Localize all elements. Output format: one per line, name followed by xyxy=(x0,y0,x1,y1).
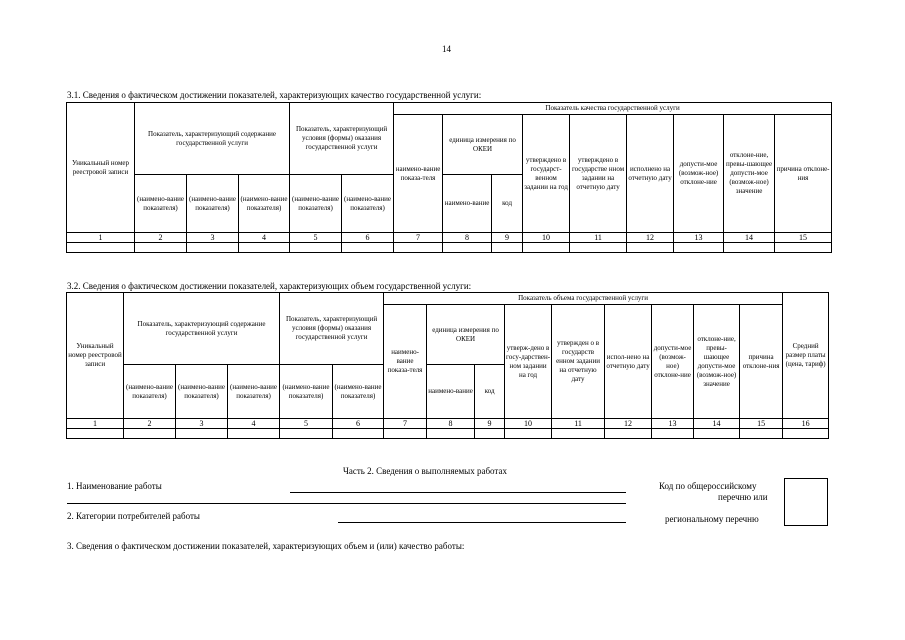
header-done: исполнено на отчетную дату xyxy=(627,115,674,233)
header-content-indicator: Показатель, характеризующий содержание государственной услуги xyxy=(124,293,280,365)
header-approved-date: утверждено в государстве нном задании на отчетную дату xyxy=(570,115,627,233)
data-cell[interactable] xyxy=(333,429,384,439)
data-cell[interactable] xyxy=(570,243,627,253)
header-indicator-name: наимено-вание показа-теля xyxy=(394,115,443,233)
header-indicator-name-4: (наимено-вание показателя) xyxy=(290,175,342,233)
header-indicator-name-5: (наимено-вание показателя) xyxy=(342,175,394,233)
column-number: 8 xyxy=(427,419,475,429)
section-3-title: 3. Сведения о фактическом достижении показателей, характеризующих объем и (или) качество работы: xyxy=(67,541,465,551)
header-unique-number: Уникальный номер реестровой записи xyxy=(67,103,135,233)
header-deviation-reason: причина отклоне-ния xyxy=(775,115,832,233)
section-3-2-title: 3.2. Сведения о фактическом достижении показателей, характеризующих объем государственной услуги: xyxy=(67,281,472,291)
column-number: 1 xyxy=(67,419,124,429)
column-number: 2 xyxy=(135,233,187,243)
column-number: 12 xyxy=(627,233,674,243)
quality-table xyxy=(66,102,832,253)
column-number: 5 xyxy=(290,233,342,243)
data-cell[interactable] xyxy=(239,243,290,253)
header-indicator-name-1: (наимено-вание показателя) xyxy=(135,175,187,233)
column-number: 10 xyxy=(523,233,570,243)
header-approved-year: утверж-дено в госу-дарствен-ном задании на год xyxy=(505,305,552,419)
header-quality-indicator: Показатель качества государственной услуги xyxy=(394,103,832,115)
column-number: 3 xyxy=(176,419,228,429)
header-conditions-indicator: Показатель, характеризующий условия (формы) оказания государственной услуги xyxy=(290,103,394,175)
page-number: 14 xyxy=(442,44,451,54)
data-cell[interactable] xyxy=(443,243,492,253)
header-indicator-name-4: (наимено-вание показателя) xyxy=(280,365,333,419)
header-average-price: Средний размер платы (цена, тариф) xyxy=(783,293,829,419)
data-cell[interactable] xyxy=(187,243,239,253)
data-cell[interactable] xyxy=(384,429,427,439)
data-cell[interactable] xyxy=(505,429,552,439)
header-indicator-name-1: (наимено-вание показателя) xyxy=(124,365,176,419)
header-conditions-indicator: Показатель, характеризующий условия (формы) оказания государственной услуги xyxy=(280,293,384,365)
column-number: 7 xyxy=(384,419,427,429)
data-cell[interactable] xyxy=(394,243,443,253)
column-number: 4 xyxy=(228,419,280,429)
header-volume-indicator: Показатель объема государственной услуги xyxy=(384,293,783,305)
data-cell[interactable] xyxy=(694,429,740,439)
column-number: 15 xyxy=(740,419,783,429)
header-unit-code: код xyxy=(475,365,505,419)
header-exceeding-deviation: отклоне-ние, превы-шающее допусти-мое (возмож-ное) значение xyxy=(694,305,740,419)
column-number: 16 xyxy=(783,419,829,429)
data-cell[interactable] xyxy=(523,243,570,253)
header-unit-name: наимено-вание xyxy=(427,365,475,419)
header-indicator-name-2: (наимено-вание показателя) xyxy=(187,175,239,233)
header-done: испол-нено на отчетную дату xyxy=(605,305,652,419)
header-exceeding-deviation: отклоне-ние, превы-шающее допусти-мое (возмож-ное) значение xyxy=(724,115,775,233)
data-cell[interactable] xyxy=(775,243,832,253)
header-approved-year: утверждено в государст-венном задании на год xyxy=(523,115,570,233)
data-cell[interactable] xyxy=(427,429,475,439)
header-indicator-name-3: (наимено-вание показателя) xyxy=(228,365,280,419)
code-label-line3: региональному перечню xyxy=(665,514,759,524)
column-number: 11 xyxy=(570,233,627,243)
header-unit-name: наимено-вание xyxy=(443,175,492,233)
column-number: 9 xyxy=(475,419,505,429)
data-cell[interactable] xyxy=(290,243,342,253)
work-name-input-line-2[interactable] xyxy=(67,503,626,504)
data-cell[interactable] xyxy=(67,429,124,439)
work-name-label: 1. Наименование работы xyxy=(67,481,162,491)
column-number: 14 xyxy=(724,233,775,243)
code-label-line1: Код по общероссийскому xyxy=(659,481,757,491)
data-cell[interactable] xyxy=(135,243,187,253)
header-unit-code: код xyxy=(492,175,523,233)
data-cell[interactable] xyxy=(124,429,176,439)
work-name-input-line[interactable] xyxy=(290,492,626,493)
column-number: 9 xyxy=(492,233,523,243)
code-box[interactable] xyxy=(784,478,828,526)
column-number: 1 xyxy=(67,233,135,243)
column-number: 6 xyxy=(342,233,394,243)
column-number: 7 xyxy=(394,233,443,243)
data-cell[interactable] xyxy=(280,429,333,439)
header-allowed-deviation: допусти-мое (возмож-ное) отклоне-ние xyxy=(674,115,724,233)
column-number: 13 xyxy=(674,233,724,243)
header-unit-okei: единица измерения по ОКЕИ xyxy=(443,115,523,175)
data-cell[interactable] xyxy=(552,429,605,439)
volume-table xyxy=(66,292,829,439)
header-approved-date: утвержден о в государств енном задании на отчетную дату xyxy=(552,305,605,419)
header-indicator-name-2: (наимено-вание показателя) xyxy=(176,365,228,419)
header-indicator-name-3: (наимено-вание показателя) xyxy=(239,175,290,233)
data-cell[interactable] xyxy=(652,429,694,439)
data-cell[interactable] xyxy=(228,429,280,439)
column-number: 13 xyxy=(652,419,694,429)
column-number: 5 xyxy=(280,419,333,429)
column-number: 12 xyxy=(605,419,652,429)
consumers-input-line[interactable] xyxy=(338,522,626,523)
consumers-label: 2. Категории потребителей работы xyxy=(67,511,200,521)
data-cell[interactable] xyxy=(176,429,228,439)
data-cell[interactable] xyxy=(67,243,135,253)
data-cell[interactable] xyxy=(605,429,652,439)
column-number: 15 xyxy=(775,233,832,243)
column-number: 11 xyxy=(552,419,605,429)
data-cell[interactable] xyxy=(674,243,724,253)
column-number: 3 xyxy=(187,233,239,243)
column-number: 14 xyxy=(694,419,740,429)
column-number: 2 xyxy=(124,419,176,429)
header-unique-number: Уникальный номер реестровой записи xyxy=(67,293,124,419)
data-cell[interactable] xyxy=(342,243,394,253)
data-cell[interactable] xyxy=(783,429,829,439)
data-cell[interactable] xyxy=(724,243,775,253)
column-number: 8 xyxy=(443,233,492,243)
data-cell[interactable] xyxy=(740,429,783,439)
column-number: 10 xyxy=(505,419,552,429)
section-3-1-title: 3.1. Сведения о фактическом достижении показателей, характеризующих качество государственной услуги: xyxy=(67,90,482,100)
column-number: 6 xyxy=(333,419,384,429)
data-cell[interactable] xyxy=(475,429,505,439)
header-indicator-name-5: (наимено-вание показателя) xyxy=(333,365,384,419)
part2-title: Часть 2. Сведения о выполняемых работах xyxy=(343,466,507,476)
column-number: 4 xyxy=(239,233,290,243)
header-allowed-deviation: допусти-мое (возмож-ное) отклоне-ние xyxy=(652,305,694,419)
header-deviation-reason: причина отклоне-ния xyxy=(740,305,783,419)
data-cell[interactable] xyxy=(492,243,523,253)
data-cell[interactable] xyxy=(627,243,674,253)
code-label-line2: перечню или xyxy=(718,492,768,502)
header-indicator-name: наимено-вание показа-теля xyxy=(384,305,427,419)
header-content-indicator: Показатель, характеризующий содержание государственной услуги xyxy=(135,103,290,175)
header-unit-okei: единица измерения по ОКЕИ xyxy=(427,305,505,365)
